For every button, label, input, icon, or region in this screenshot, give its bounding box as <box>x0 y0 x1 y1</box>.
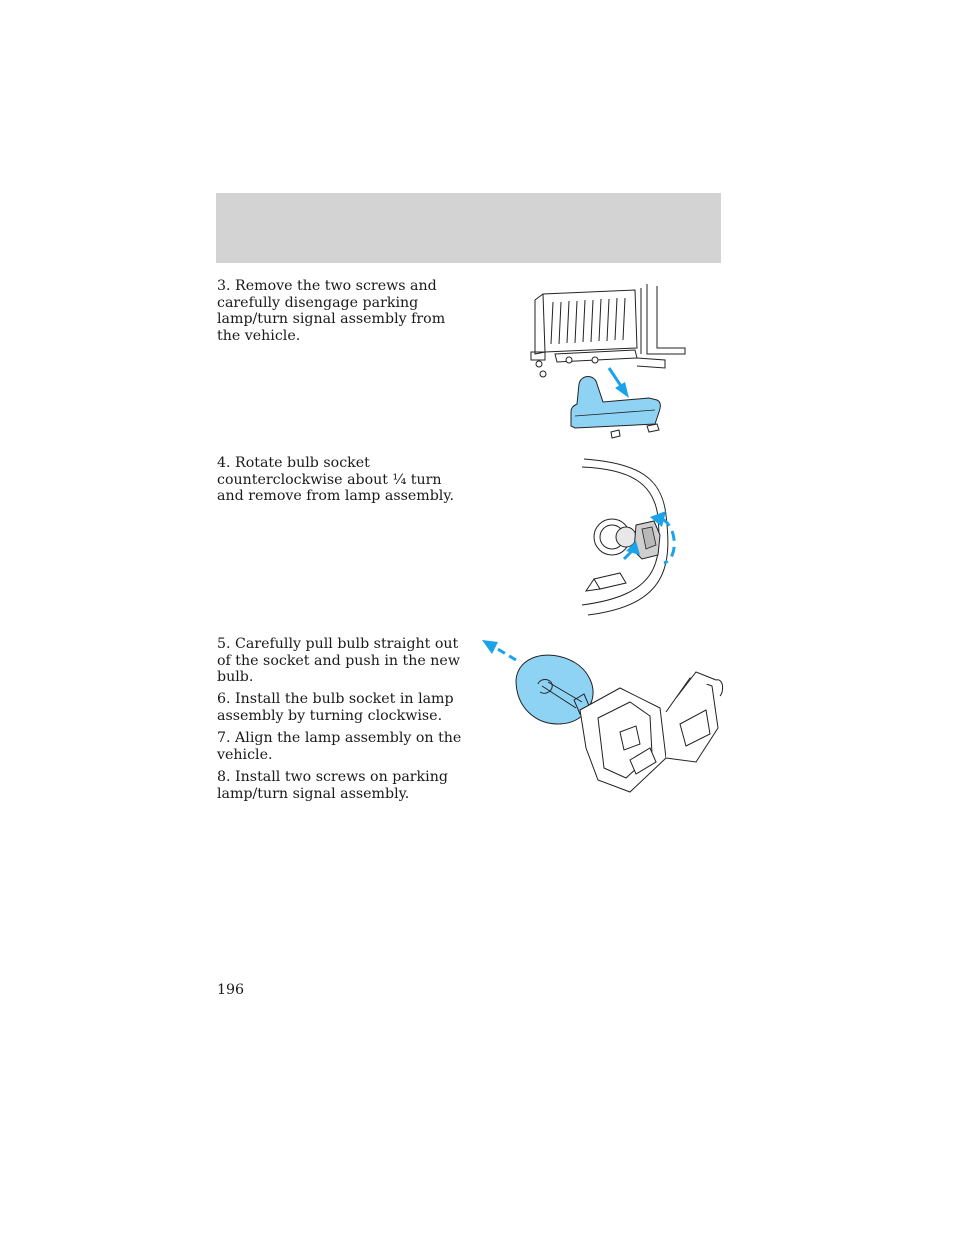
step-8-text: 8. Install two screws on parking lamp/turn signal assembly. <box>217 769 448 802</box>
bulb-removal-figure <box>480 638 724 798</box>
lamp-assembly-removal-figure <box>525 282 690 442</box>
step-5-text: 5. Carefully pull bulb straight out of the socket and push in the new bulb. <box>217 636 460 686</box>
bulb-socket-rotation-figure <box>580 455 690 623</box>
bulb-removal-icon <box>480 638 724 798</box>
bulb-socket-rotation-icon <box>580 455 690 623</box>
lamp-assembly-removal-icon <box>525 282 690 442</box>
section-header-band <box>216 193 721 263</box>
step-4-text: 4. Rotate bulb socket counterclockwise about ¹⁄₄ turn and remove from lamp assembly. <box>217 455 454 505</box>
page-number: 196 <box>217 982 245 998</box>
step-6-text: 6. Install the bulb socket in lamp assembly by turning clockwise. <box>217 691 454 724</box>
step-7-text: 7. Align the lamp assembly on the vehicle. <box>217 730 462 763</box>
step-3-text: 3. Remove the two screws and carefully disengage parking lamp/turn signal assembly from the vehicle. <box>217 278 446 344</box>
